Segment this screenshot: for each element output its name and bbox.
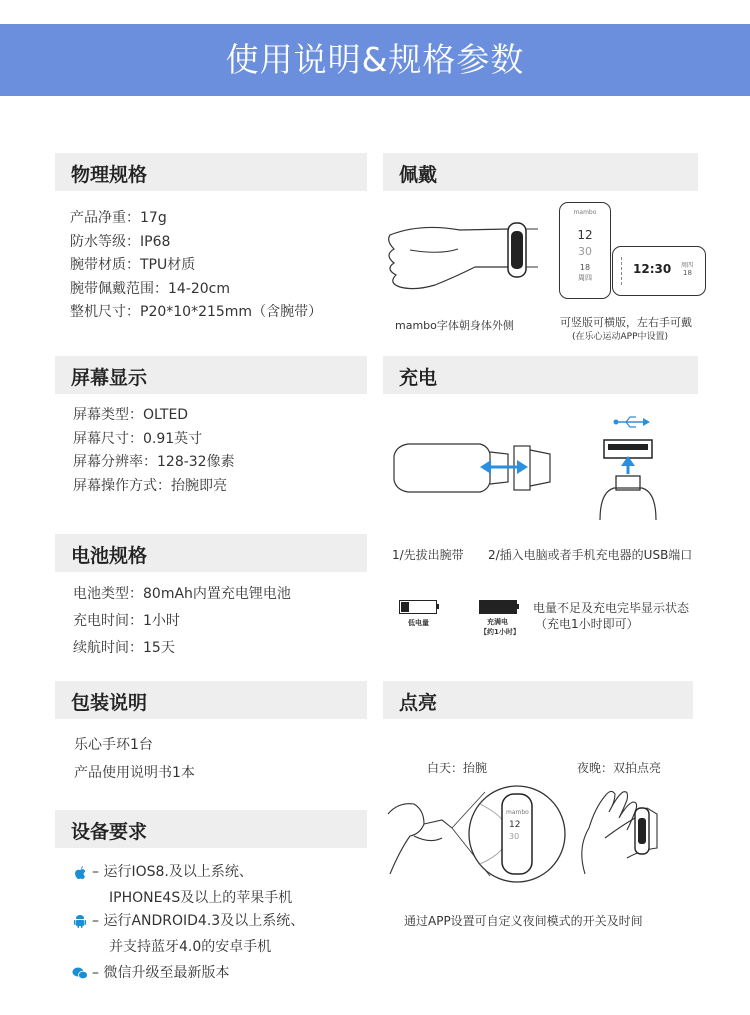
full-battery-label: 充满电: [487, 618, 508, 626]
horizontal-side-mark: [621, 257, 624, 285]
wearing-caption-left: mambo字体朝身体外侧: [395, 319, 514, 332]
title-banner: [0, 24, 750, 96]
requirement-ios-line1: – 运行IOS8.及以上系统、: [92, 864, 253, 880]
low-battery-fill: [401, 602, 409, 612]
horizontal-date: 18: [683, 269, 692, 277]
package-list: [74, 731, 195, 787]
light-day-caption: 白天：抬腕: [427, 761, 488, 775]
section-title-light: 点亮: [399, 692, 438, 714]
page-title: 使用说明&规格参数: [225, 40, 525, 79]
horizontal-time: 12:30: [633, 262, 672, 276]
battery-charge-time: 充电时间：1小时: [73, 613, 180, 629]
full-battery-icon: [479, 600, 517, 614]
horizontal-display-device: [612, 246, 706, 296]
vertical-weekday: 周四: [578, 274, 592, 282]
low-battery-label: 低电量: [408, 619, 429, 627]
screen-spec-list: [73, 404, 235, 498]
day-band-minute: 30: [509, 832, 520, 841]
spec-dimensions: 整机尺寸：P20*10*215mm（含腕带）: [70, 304, 323, 320]
vertical-date: 18: [579, 263, 591, 272]
section-title-charging: 充电: [399, 367, 438, 389]
device-brand-label: mambo: [573, 209, 597, 216]
battery-type: 电池类型：80mAh内置充电锂电池: [73, 586, 291, 602]
light-setting-note: 通过APP设置可自定义夜间模式的开关及时间: [404, 914, 643, 928]
apple-icon: [72, 864, 88, 880]
section-title-battery: 电池规格: [71, 545, 148, 567]
charging-step-2: 2/插入电脑或者手机充电器的USB端口: [488, 548, 693, 562]
wearing-caption-right: 可竖版可横版，左右手可戴: [560, 316, 692, 329]
screen-resolution: 屏幕分辨率：128-32像素: [73, 454, 235, 470]
vertical-display-device: [559, 202, 611, 299]
physical-spec-list: [70, 207, 322, 325]
requirement-android-line2: 并支持蓝牙4.0的安卓手机: [109, 939, 272, 955]
section-header-light: [383, 681, 693, 719]
screen-operation: 屏幕操作方式：抬腕即亮: [73, 477, 227, 494]
section-title-physical: 物理规格: [71, 164, 148, 186]
requirement-wechat-line: – 微信升级至最新版本: [92, 965, 230, 981]
full-battery-time: 【约1小时】: [480, 628, 520, 636]
spec-waterproof: 防水等级：IP68: [70, 233, 171, 250]
section-header-wearing: [383, 153, 698, 191]
wechat-icon: [72, 965, 88, 981]
wrist-wearing-illustration: [380, 205, 540, 305]
section-header-charging: [383, 356, 698, 394]
double-tap-illustration: [575, 778, 675, 882]
package-item-band: 乐心手环1台: [74, 737, 153, 753]
low-battery-tip: [437, 604, 439, 609]
wearing-caption-right-sub: (在乐心运动APP中设置): [572, 332, 669, 342]
section-header-physical: [55, 153, 367, 191]
battery-status-note: 电量不足及充电完毕显示状态: [533, 601, 690, 615]
section-title-screen: 屏幕显示: [71, 367, 148, 389]
usb-charging-illustration: [596, 412, 686, 522]
section-header-screen: [55, 356, 367, 394]
battery-spec-list: [73, 581, 291, 662]
requirement-android-line1: – 运行ANDROID4.3及以上系统、: [92, 913, 305, 929]
section-title-package: 包装说明: [71, 692, 148, 714]
requirement-ios-line2: IPHONE4S及以上的苹果手机: [109, 890, 293, 906]
section-header-requirements: [55, 810, 367, 848]
spec-strap-range: 腕带佩戴范围：14-20cm: [70, 280, 231, 297]
light-night-caption: 夜晚：双拍点亮: [577, 761, 662, 775]
battery-status-note-sub: （充电1小时即可）: [535, 617, 639, 631]
section-header-battery: [55, 534, 367, 572]
horizontal-weekday: 周四: [681, 262, 694, 269]
screen-type: 屏幕类型：OLTED: [73, 407, 189, 423]
charging-step-1: 1/先拔出腕带: [392, 548, 464, 562]
vertical-hour: 12: [577, 228, 593, 242]
spec-weight: 产品净重：17g: [70, 210, 167, 226]
vertical-minute: 30: [578, 245, 592, 258]
section-title-wearing: 佩戴: [399, 164, 438, 186]
screen-size: 屏幕尺寸：0.91英寸: [73, 430, 203, 447]
package-item-manual: 产品使用说明书1本: [74, 765, 195, 781]
battery-endurance: 续航时间：15天: [73, 640, 175, 656]
low-battery-icon: [399, 600, 437, 614]
full-battery-tip: [517, 604, 519, 609]
day-band-hour: 12: [509, 820, 521, 830]
band-removal-illustration: [390, 436, 570, 498]
raise-wrist-illustration: [380, 784, 570, 884]
day-band-brand: mambo: [506, 809, 529, 816]
android-icon: [72, 913, 88, 929]
section-title-requirements: 设备要求: [71, 821, 148, 843]
spec-strap-material: 腕带材质：TPU材质: [70, 257, 196, 273]
section-header-package: [55, 681, 367, 719]
